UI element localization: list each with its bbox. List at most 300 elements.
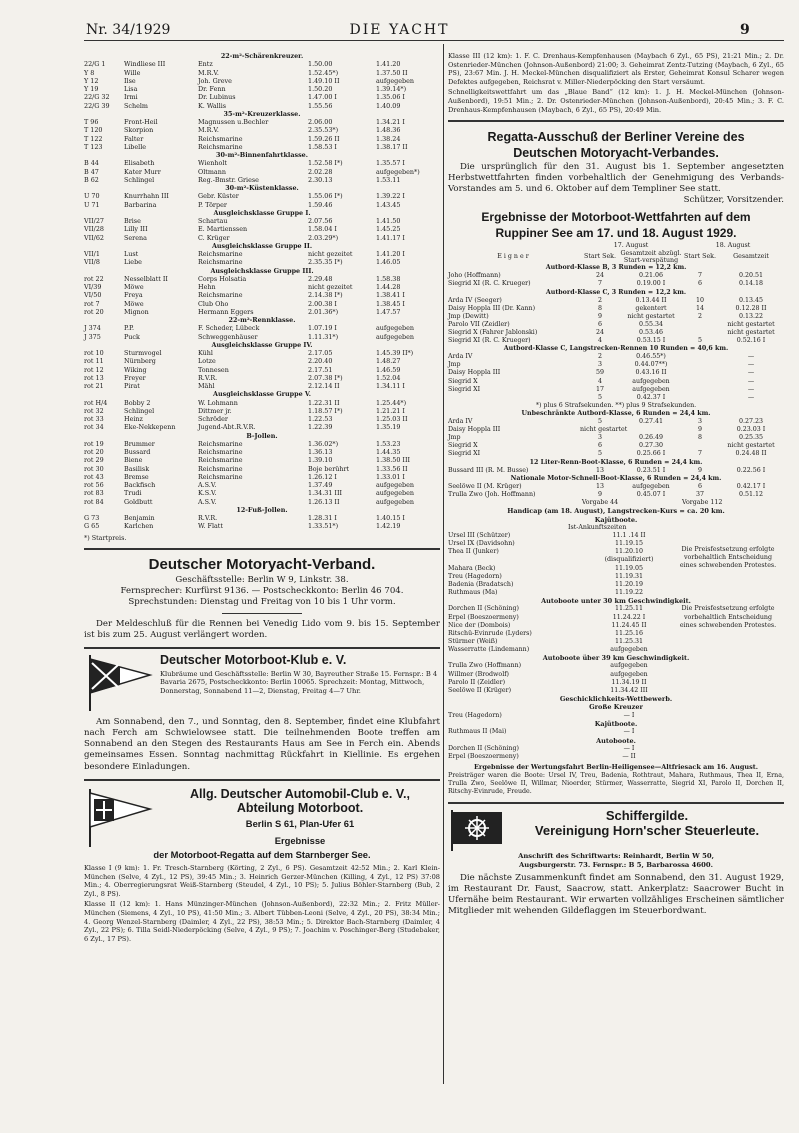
- owner-name: Corps Holsatia: [198, 274, 247, 283]
- sail-number: rot 11: [84, 357, 104, 366]
- table-row: [84, 118, 440, 126]
- table-row: [448, 491, 784, 499]
- table-row: [84, 258, 440, 266]
- sail-number: rot 20: [84, 307, 104, 316]
- start-seconds: 24: [595, 272, 604, 280]
- table-row: [448, 426, 784, 434]
- total-time: 1.41.50: [376, 217, 401, 225]
- boat-owner: Siegrid X: [448, 442, 478, 450]
- boat-name: Mignon: [124, 307, 149, 316]
- boat-owner: Seelöwe II (Krüger): [448, 686, 512, 694]
- race-time: 1.22.53: [308, 415, 333, 423]
- boat-owner: [448, 394, 580, 402]
- table-row: [84, 374, 440, 382]
- sail-number: rot H/4: [84, 398, 108, 407]
- sail-number: rot 56: [84, 481, 104, 489]
- total-time: [620, 499, 682, 507]
- race-time: 1.59.46: [308, 200, 333, 209]
- sail-number: Y 12: [84, 76, 99, 85]
- class-heading: Ausgleichsklasse Gruppe IV.: [211, 340, 313, 349]
- divider: [222, 613, 302, 614]
- table-row: [84, 85, 440, 93]
- class-heading: 12-Fuß-Jollen.: [236, 505, 288, 514]
- owner-name: Reichsmarine: [198, 258, 243, 267]
- total-time-2: 0.42.17 I: [736, 482, 766, 490]
- owner-name: Reichsmarine: [198, 134, 243, 143]
- total-time: 1.38.45 I: [376, 299, 405, 308]
- sail-number: U 71: [84, 200, 100, 209]
- penalty-note: *) plus 6 Strafsekunden. **) plus 9 Strafsekunden.: [535, 401, 697, 409]
- sail-number: Y 8: [84, 68, 95, 77]
- class-heading-row: [84, 242, 440, 250]
- table-row: [84, 423, 440, 431]
- race-time: 1.58.53 I: [308, 142, 337, 151]
- race-time: 2.06.00: [308, 118, 333, 126]
- boat-name: Schlingel: [124, 406, 155, 415]
- col-start: Start Sek.: [584, 253, 616, 261]
- sail-number: rot 84: [84, 497, 104, 506]
- race-time: 1.26.12 I: [308, 472, 337, 481]
- owner-name: Joh. Greve: [198, 76, 232, 85]
- table-row: [84, 440, 440, 448]
- table-row: [84, 473, 440, 481]
- boat-name: Serena: [124, 233, 147, 242]
- sail-number: VII/8: [84, 258, 100, 267]
- boat-owner: Siegrid X: [448, 377, 478, 385]
- dmv-section: [84, 556, 440, 641]
- start-seconds-2: [682, 394, 718, 402]
- total-time: 1.41.17 I: [376, 233, 405, 242]
- class-heading-row: [84, 184, 440, 192]
- table-row: [448, 565, 678, 573]
- table-row: [448, 450, 784, 458]
- boat-name: Lisa: [124, 85, 138, 93]
- total-time: aufgegeben: [632, 482, 670, 490]
- boat-owner: Arda IV (Seeger): [448, 296, 502, 304]
- protest-note-2: Die Preisfestsetzung erfolgte vorbehaltlich Entscheidung eines schwebenden Protestes.: [679, 605, 777, 629]
- boat-owner: [448, 499, 580, 507]
- table-row: [84, 93, 440, 101]
- class-heading: Autbord-Klasse C, 3 Runden = 12,2 km.: [545, 288, 687, 296]
- divider: [448, 802, 784, 804]
- sail-number: B 47: [84, 167, 99, 176]
- start-seconds-2: Vorgabe 112: [682, 498, 723, 506]
- final-title: Ergebnisse der Wertungsfahrt Berlin-Heiligensee—Altfriesack am 16. August.: [473, 763, 759, 772]
- adac-pennant-icon: [84, 787, 154, 849]
- boat-owner: Stürmer (Weiß): [448, 637, 498, 645]
- class-heading-row: [448, 459, 784, 467]
- race-time: 1.52.58 I*): [308, 159, 343, 168]
- boat-owner: Dorchen II (Schöning): [448, 745, 519, 753]
- table-row: [84, 465, 440, 473]
- table-row: [448, 483, 784, 491]
- final-text: Preisträger waren die Boote: Ursel IV, Treu, Badenia, Rothtraut, Mahara, Ruthmaus, Thea II, Erna, Trulla Zwo, Seelöwe II, Willmar, Nioerder, Stürmer, Wasserratte, Siegrid XI, Parolo II, Dorchen II, Ritschy-Evinrude, Freude.: [448, 771, 784, 795]
- total-time: gekentert: [635, 304, 667, 312]
- start-seconds: 4: [597, 377, 602, 385]
- start-seconds: 5: [597, 393, 602, 401]
- total-time: 0.27.30: [638, 442, 664, 450]
- class-heading-row: [84, 209, 440, 217]
- boat-name: Sturmvogel: [124, 349, 162, 357]
- table-row: [448, 297, 784, 305]
- owner-name: Dr. Lubinus: [198, 93, 236, 102]
- total-time: 0.45.07 I: [636, 490, 666, 498]
- owner-name: Entz: [198, 60, 213, 69]
- boat-owner: Dorchen II (Schöning): [448, 605, 519, 613]
- total-time: 0.43.16 II: [635, 369, 667, 377]
- boat-owner: Erpel (Boeszoermeny): [448, 753, 519, 761]
- sail-number: T 122: [84, 134, 103, 143]
- class-heading-row: [84, 506, 440, 514]
- total-time-2: 0.25.35: [738, 434, 764, 442]
- table-row: [84, 283, 440, 291]
- table-row: [84, 489, 440, 497]
- race-time: 1.52.45*): [308, 68, 339, 77]
- total-time: 1.21.21 I: [376, 406, 405, 415]
- class-heading: B-Jollen.: [246, 431, 278, 440]
- sail-number: B 62: [84, 175, 99, 184]
- arrival-time: 11.34.19 II: [611, 678, 647, 686]
- table-row: [84, 498, 440, 506]
- adac-regatta-heading: der Motorboot-Regatta auf dem Starnberger See.: [153, 848, 371, 860]
- start-seconds: 7: [597, 280, 602, 288]
- total-time-2: 0.20.51: [738, 272, 764, 280]
- boat-name: Heinz: [124, 415, 143, 423]
- sail-number: rot 29: [84, 456, 104, 465]
- boat-name: Basilisk: [124, 464, 150, 473]
- boat-name: Liebe: [124, 258, 142, 267]
- table-row: [448, 573, 678, 581]
- race-time: 1.50.00: [308, 60, 333, 69]
- table-row: [84, 102, 440, 110]
- boat-name: Nürnberg: [124, 357, 156, 366]
- col-total: Gesamtzeit abzügl. Start-verspätung: [620, 250, 682, 265]
- sail-number: rot 7: [84, 299, 100, 308]
- total-time: 0.23.51 I: [636, 466, 666, 474]
- race-time: 2.14.38 I*): [308, 291, 343, 300]
- arrival-time: 11.34.42 III: [610, 686, 648, 694]
- table-row: [84, 135, 440, 143]
- boat-owner: Badenia (Bradatsch): [448, 580, 514, 588]
- race-time: 1.37.49: [308, 481, 333, 489]
- table-row: [84, 415, 440, 423]
- table-row: [448, 679, 678, 687]
- class-heading-row: [448, 289, 784, 297]
- total-time: 1.39.22 I: [376, 192, 405, 201]
- table-row: [448, 467, 784, 475]
- owner-name: Reichsmarine: [198, 456, 243, 465]
- race-time: 1.22.31 II: [308, 398, 340, 407]
- cabin-boats-table: [448, 532, 678, 597]
- table-row: [84, 201, 440, 209]
- total-time-2: 0.13.45: [738, 296, 764, 304]
- owner-name: Reichsmarine: [198, 142, 243, 151]
- owner-name: Wienholt: [198, 159, 227, 168]
- total-time: 0.55.34: [638, 320, 664, 328]
- sail-number: rot 33: [84, 415, 104, 423]
- class-heading: 22-m²-Rennklasse.: [228, 316, 296, 324]
- boat-owner: Siegrid XI: [448, 450, 481, 458]
- class-heading: Ausgleichsklasse Gruppe III.: [210, 266, 314, 275]
- boat-name: Schelm: [124, 101, 148, 110]
- sailing-results-table: [84, 52, 440, 531]
- total-time: 1.35.06 I: [376, 93, 405, 102]
- sail-number: rot 12: [84, 365, 104, 374]
- start-seconds: Vorgabe 44: [581, 498, 619, 506]
- boat-owner: Parolo VII (Zeidler): [448, 320, 510, 328]
- table-row: [448, 532, 678, 540]
- table-row: [448, 622, 678, 630]
- total-time: aufgegeben: [376, 481, 415, 489]
- class-heading-row: [84, 390, 440, 398]
- guild-flag-icon: [448, 808, 504, 852]
- total-time: 0.42.37 I: [636, 393, 666, 401]
- col-total-2: Gesamtzeit: [733, 253, 769, 261]
- boat-owner: Ursel III (Schützer): [448, 532, 511, 540]
- boat-owner: Jmp: [448, 434, 461, 442]
- arrival-time: — I: [623, 745, 635, 753]
- boat-owner: Arda IV: [448, 418, 473, 426]
- boat-owner: Seelöwe II (M. Krüger): [448, 482, 522, 490]
- race-time: 2.17.05: [308, 349, 333, 357]
- header-rule: [84, 40, 784, 41]
- table-row: [448, 662, 678, 670]
- race-time: 2.29.48: [308, 274, 333, 283]
- boat-name: Knurrhahn III: [124, 192, 169, 201]
- boat-owner: Arda IV: [448, 353, 473, 361]
- adac-address: Berlin S 61, Plan-Ufer 61: [245, 817, 355, 829]
- boat-owner: Mahara (Beck): [448, 564, 496, 572]
- race-time: 1.55.06 I*): [308, 192, 343, 201]
- table-row: [448, 305, 784, 313]
- start-seconds-2: [682, 321, 718, 329]
- sail-number: B 44: [84, 159, 99, 168]
- boat-name: Puck: [124, 332, 140, 341]
- arrival-time: aufgegeben: [610, 670, 648, 678]
- table-row: [448, 394, 784, 402]
- owner-name: Club Oho: [198, 299, 229, 308]
- total-time-2: —: [747, 369, 755, 377]
- start-seconds-2: 9: [697, 466, 702, 474]
- sail-number: VII/62: [84, 233, 104, 242]
- race-time: 1.36.13: [308, 448, 333, 456]
- sail-number: T 120: [84, 126, 103, 135]
- race-time: 2.12.14 II: [308, 382, 340, 390]
- table-row: [84, 192, 440, 200]
- owner-name: Lotze: [198, 357, 216, 366]
- owner-name: Reg.-Bmstr. Griese: [198, 175, 259, 184]
- boat-owner: Daisy Hoppla III: [448, 369, 501, 377]
- total-time: aufgegeben: [376, 76, 415, 85]
- start-seconds-2: 8: [697, 434, 702, 442]
- start-seconds-2: 37: [695, 490, 704, 498]
- total-time: 1.43.45: [376, 200, 401, 209]
- total-time: 0.19.00 I: [636, 280, 666, 288]
- magazine-title: DIE YACHT: [349, 22, 450, 38]
- table-row: [84, 399, 440, 407]
- race-time: 1.58.04 I: [308, 225, 337, 234]
- start-seconds: 3: [597, 434, 602, 442]
- start-seconds: 13: [595, 482, 604, 490]
- owner-name: Hehn: [198, 283, 216, 291]
- arrival-time: — I: [623, 711, 635, 719]
- table-row: [448, 745, 678, 753]
- owner-name: Reichsmarine: [198, 250, 243, 258]
- class-heading: Ausgleichsklasse Gruppe V.: [213, 390, 311, 399]
- start-seconds-2: [682, 369, 718, 377]
- schiffergilde-section: [448, 808, 784, 917]
- sail-number: VII/27: [84, 217, 104, 225]
- table-row: [84, 324, 440, 332]
- race-time: 2.30.13: [308, 175, 333, 184]
- arrival-time: 11.24.22 I: [612, 613, 646, 621]
- blue-band-results: Schnelligkeitswettfahrt um das „Blaue Band“ (12 km): 1. J. H. Meckel-München (Johnson-Außenbord), 19:51 Min.; 2. Dr. Ostenrieder-München (Johnson-Außenbord), 20:45 Min.; 3. F. C. Drenhaus-Kempfenhausen (Maybach, 6 Zyl., 65 PS), 20:49 Min.: [448, 88, 784, 114]
- boat-name: Wille: [124, 68, 141, 77]
- total-time: 1.35.57 I: [376, 159, 405, 168]
- owner-name: Dr. Fenn: [198, 85, 226, 93]
- divider: [84, 779, 440, 781]
- total-time: aufgegeben: [376, 497, 415, 506]
- boat-name: Pirat: [124, 382, 140, 390]
- boat-name: Freya: [124, 291, 143, 300]
- owner-name: E. Martienssen: [198, 225, 248, 234]
- start-seconds-2: 9: [697, 426, 702, 434]
- dmk-text: Am Sonnabend, den 7., und Sonntag, den 8. September, findet eine Klubfahrt nach Ferch am Schwielowsee statt. Die teilnehmenden Boote treffen am Sonnabend an den Stegen des Restaurants Haus am See in Ferch ein. Abends gemeinsames Essen. Sonntag nachmittag Rückfahrt in Kiellinie. Es ergehen besondere Einladungen.: [84, 716, 440, 772]
- guild-address-1: Anschrift des Schriftwarts: Reinhardt, Berlin W 50,: [518, 852, 714, 860]
- col-owner: Eigner: [497, 253, 531, 261]
- auto-boats-title: Autoboote.: [596, 736, 636, 745]
- boat-owner: Bussard III (R. M. Busse): [448, 466, 529, 474]
- sail-number: 22/G 32: [84, 93, 110, 102]
- adac-title: Allg. Deutscher Automobil-Club e. V.,: [190, 786, 410, 801]
- start-seconds-2: 2: [697, 312, 702, 320]
- boat-owner: Nice der (Dombois): [448, 621, 511, 629]
- cabin-boats-2-title: Kajütboote.: [594, 719, 638, 728]
- col-day-2: 18. August: [715, 242, 751, 250]
- race-time: 2.07.56: [308, 217, 333, 225]
- dmv-notice: Der Meldeschluß für die Rennen bei Venedig Lido vom 9. bis 15. September ist bis zum 25. August verlängert worden.: [84, 618, 440, 640]
- boat-owner: Siegrid XI (R. C. Krueger): [448, 337, 531, 345]
- owner-name: C. Krüger: [198, 233, 230, 242]
- race-time: 2.01.36*): [308, 307, 339, 316]
- start-seconds: 17: [595, 385, 604, 393]
- boat-owner: Ruthmaus II (Mai): [448, 728, 507, 736]
- sail-number: 22/G 1: [84, 60, 106, 69]
- sail-number: rot 43: [84, 472, 104, 481]
- boat-name: Libelle: [124, 142, 147, 151]
- owner-name: A.S.V.: [198, 497, 217, 506]
- race-time: 1.39.10: [308, 456, 333, 465]
- over-39-title: Autoboote über 39 km Geschwindigkeit.: [542, 653, 690, 662]
- start-seconds: 9: [597, 490, 602, 498]
- adac-results-heading: Ergebnisse: [274, 834, 326, 846]
- footnote: *) Startpreis.: [84, 533, 127, 542]
- total-time: 1.38.41 I: [376, 291, 405, 300]
- total-time: 0.53.15 I: [636, 337, 666, 345]
- ruppin-results-table: [448, 242, 784, 507]
- total-time: 1.58.38: [376, 274, 401, 283]
- start-seconds: 24: [595, 329, 604, 336]
- sail-number: T 123: [84, 142, 103, 151]
- adac-subtitle: Abteilung Motorboot.: [236, 800, 364, 815]
- owner-name: A.S.V.: [198, 481, 217, 489]
- owner-name: Jugend-Abt.R.V.R.: [198, 423, 256, 432]
- race-time: 1.07.19 I: [308, 324, 337, 333]
- table-row: [448, 630, 678, 638]
- boat-name: Bussard: [124, 448, 151, 456]
- class-heading-row: [84, 151, 440, 159]
- page-number: 9: [740, 22, 750, 38]
- total-time-2: —: [747, 353, 755, 361]
- arrival-time: 11.1 .14 II: [612, 532, 646, 540]
- owner-name: P. Törper: [198, 200, 227, 209]
- total-time: aufgegeben: [632, 377, 670, 385]
- table-row: [448, 386, 784, 394]
- boat-name: Freyer: [124, 373, 146, 382]
- sail-number: J 375: [84, 332, 101, 341]
- arrival-time: 11.19.22: [614, 588, 644, 596]
- large-cruiser-title: Große Kreuzer: [589, 703, 643, 712]
- table-row: [84, 308, 440, 316]
- total-time: 0.26.49: [638, 434, 664, 442]
- total-time: 1.37.50 II: [376, 68, 408, 77]
- start-seconds-2: [682, 329, 718, 337]
- race-time: 1.59.26 II: [308, 134, 340, 143]
- owner-name: Reichsmarine: [198, 464, 243, 473]
- owner-name: M.R.V.: [198, 126, 219, 135]
- table-row: [84, 217, 440, 225]
- owner-name: F. Scheder, Lübeck: [198, 324, 260, 333]
- start-seconds-2: 14: [695, 304, 704, 312]
- race-time: 1.49.10 II: [308, 76, 340, 85]
- protest-note: Die Preisfestsetzung erfolgte vorbehaltlich Entscheidung eines schwebenden Protestes.: [679, 546, 777, 570]
- ruppin-title: Ergebnisse der Motorboot-Wettfahrten auf dem: [481, 210, 751, 225]
- dmv-line: Geschäftsstelle: Berlin W 9, Linkstr. 38.: [175, 574, 349, 585]
- start-seconds: 6: [597, 442, 602, 450]
- table-row: [448, 418, 784, 426]
- total-time-2: 0.24.48 II: [735, 450, 767, 458]
- right-column: [448, 52, 784, 917]
- total-time: 1.38.24: [376, 134, 401, 143]
- boat-name: Lilly III: [124, 225, 148, 234]
- table-row: [448, 753, 678, 761]
- total-time: 1.45.25: [376, 225, 401, 234]
- start-seconds-2: 6: [697, 280, 702, 288]
- table-row: [448, 728, 678, 736]
- owner-name: Oltmann: [198, 167, 226, 176]
- total-time: 1.42.19: [376, 522, 401, 531]
- table-row: [448, 353, 784, 361]
- owner-name: Mähl: [198, 382, 215, 390]
- race-time: 1.34.31 III: [308, 489, 342, 498]
- arrival-time: 11.19.05: [614, 564, 644, 572]
- boat-name: Karlchen: [124, 522, 154, 531]
- owner-name: R.V.R.: [198, 514, 218, 522]
- boat-name: Schlingel: [124, 175, 155, 184]
- total-time: [620, 426, 682, 434]
- owner-name: Schartau: [198, 217, 228, 225]
- total-time-2: —: [747, 377, 755, 385]
- start-seconds-2: 3: [697, 418, 702, 426]
- arrival-time: 11.25.16: [614, 629, 644, 637]
- boat-name: Möwe: [124, 299, 144, 308]
- col-start-2: Start Sek.: [684, 253, 716, 261]
- start-seconds: nicht gestartet: [580, 426, 628, 434]
- owner-name: W. Lohmann: [198, 398, 238, 407]
- total-time: 1.25.03 II: [376, 415, 408, 423]
- sail-number: Y 19: [84, 85, 99, 93]
- owner-name: R.V.R.: [198, 373, 218, 382]
